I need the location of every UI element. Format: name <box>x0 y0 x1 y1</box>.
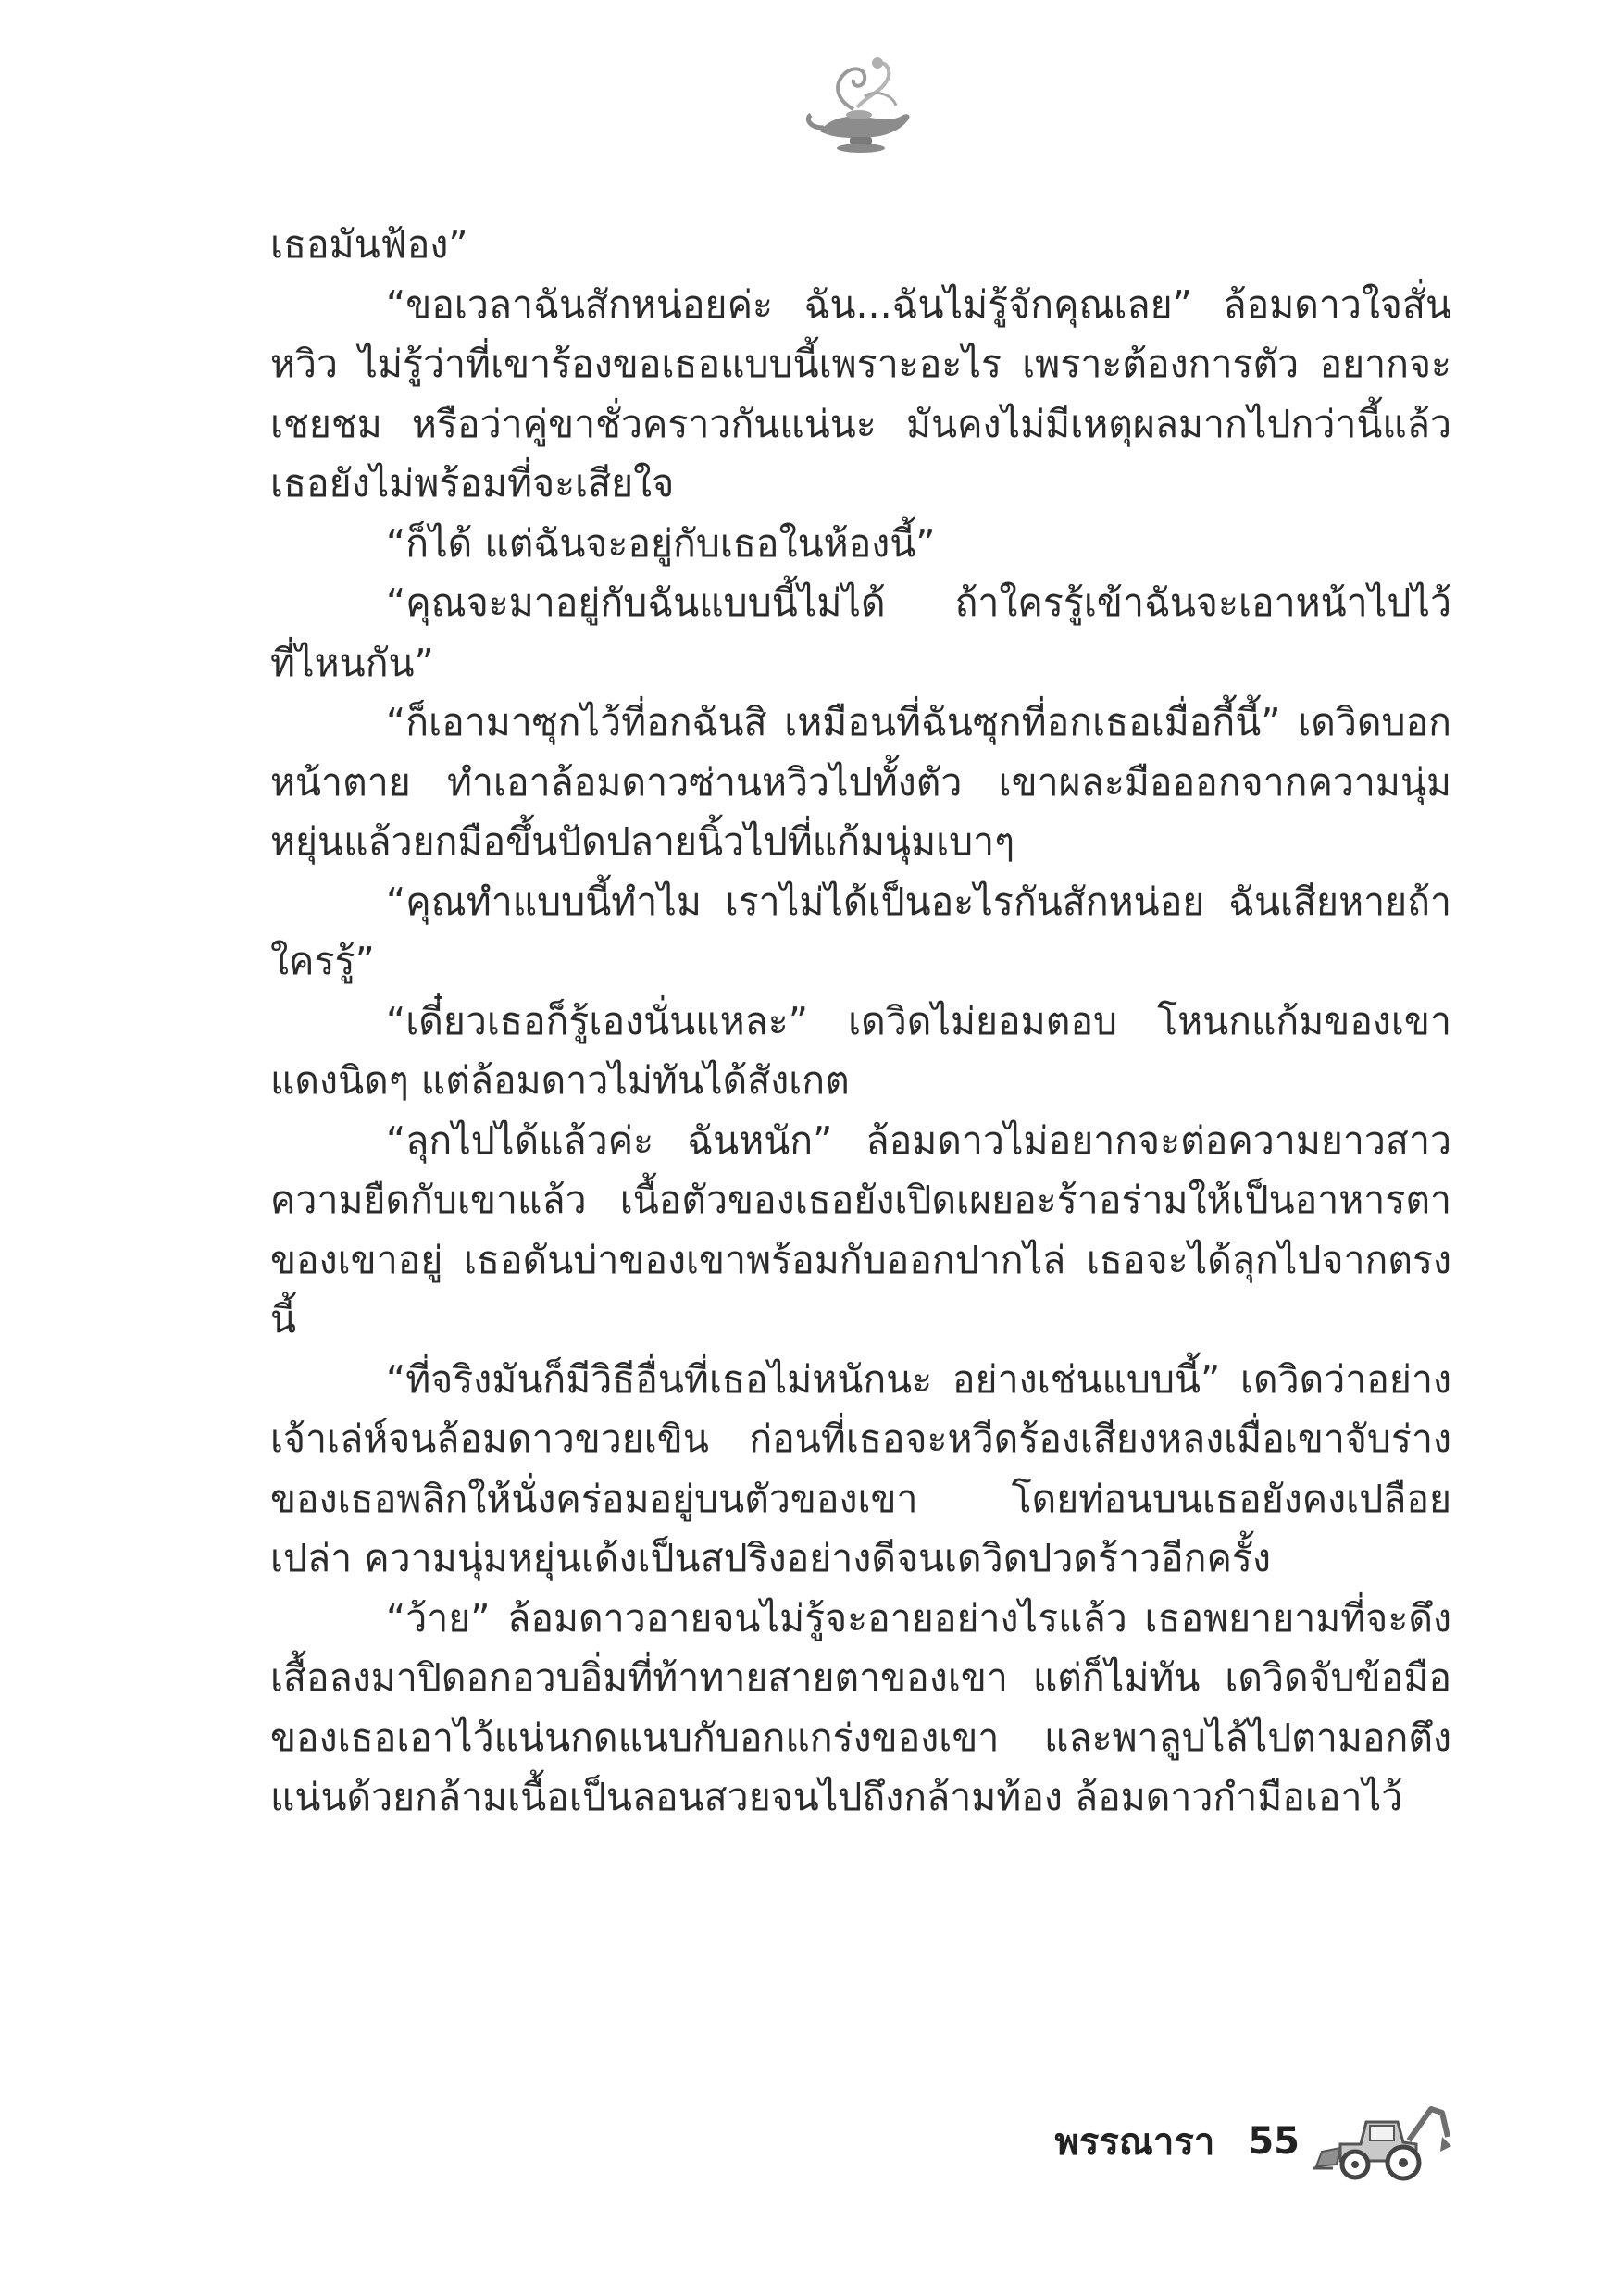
paragraph-1: เธอมันฟ้อง” <box>270 222 468 267</box>
page-footer <box>1054 2100 1451 2183</box>
paragraph-2: “ขอเวลาฉันสักหน่อยค่ะ ฉัน...ฉันไม่รู้จักคุณเลย” ล้อมดาวใจสั่นหวิว ไม่รู้ว่าที่เขาร้องขอเธอแบบนี้เพราะอะไร เพราะต้องการตัว อยากจะเชยชม หรือว่าคู่ขาชั่วคราวกันแน่นะ มันคงไม่มีเหตุผลมากไปกว่านี้แล้ว เธอยังไม่พร้อมที่จะเสียใจ <box>270 281 1451 505</box>
page-number: 55 <box>1248 2120 1300 2163</box>
paragraph-9: “ที่จริงมันก็มีวิธีอื่นที่เธอไม่หนักนะ อย่างเช่นแบบนี้” เดวิดว่าอย่างเจ้าเล่ห์จนล้อมดาวขวยเขิน ก่อนที่เธอจะหวีดร้องเสียงหลงเมื่อเขาจับร่างของเธอพลิกให้นั่งคร่อมอยู่บนตัวของเขา โดยท่อนบนเธอยังคงเปลือยเปล่า ความนุ่มหยุ่นเด้งเป็นสปริงอย่างดีจนเดวิดปวดร้าวอีกครั้ง <box>270 1356 1451 1580</box>
paragraph-8: “ลุกไปได้แล้วค่ะ ฉันหนัก” ล้อมดาวไม่อยากจะต่อความยาวสาวความยืดกับเขาแล้ว เนื้อตัวของเธอยังเปิดเผยอะร้าอร่ามให้เป็นอาหารตาของเขาอยู่ เธอดันบ่าของเขาพร้อมกับออกปากไล่ เธอจะได้ลุกไปจากตรงนี้ <box>270 1117 1451 1341</box>
backhoe-icon <box>1313 2100 1451 2183</box>
paragraph-3: “ก็ได้ แต่ฉันจะอยู่กับเธอในห้องนี้” <box>386 520 936 566</box>
paragraph-5: “ก็เอามาซุกไว้ที่อกฉันสิ เหมือนที่ฉันซุกที่อกเธอเมื่อกี้นี้” เดวิดบอกหน้าตาย ทำเอาล้อมดาวซ่านหวิวไปทั้งตัว เขาผละมือออกจากความนุ่มหยุ่นแล้วยกมือขึ้นปัดปลายนิ้วไปที่แก้มนุ่มเบาๆ <box>270 700 1451 864</box>
magic-lamp-icon <box>800 54 920 156</box>
paragraph-6: “คุณทำแบบนี้ทำไม เราไม่ได้เป็นอะไรกันสักหน่อย ฉันเสียหายถ้าใครรู้” <box>270 879 1451 983</box>
paragraph-10: “ว้าย” ล้อมดาวอายจนไม่รู้จะอายอย่างไรแล้ว เธอพยายามที่จะดึงเสื้อลงมาปิดอกอวบอิ่มที่ท้าทายสายตาของเขา แต่ก็ไม่ทัน เดวิดจับข้อมือของเธอเอาไว้แน่นกดแนบกับอกแกร่งของเขา และพาลูบไล้ไปตามอกตึงแน่นด้วยกล้ามเนื้อเป็นลอนสวยจนไปถึงกล้ามท้อง ล้อมดาวกำมือเอาไว้ <box>270 1595 1451 1819</box>
body-text <box>270 215 1451 1828</box>
book-title: พรรณารา <box>1054 2121 1215 2164</box>
paragraph-4: “คุณจะมาอยู่กับฉันแบบนี้ไม่ได้ ถ้าใครรู้เข้าฉันจะเอาหน้าไปไว้ที่ไหนกัน” <box>270 580 1451 685</box>
paragraph-7: “เดี๋ยวเธอก็รู้เองนั่นแหละ” เดวิดไม่ยอมตอบ โหนกแก้มของเขาแดงนิดๆ แต่ล้อมดาวไม่ทันได้สังเกต <box>270 998 1451 1103</box>
